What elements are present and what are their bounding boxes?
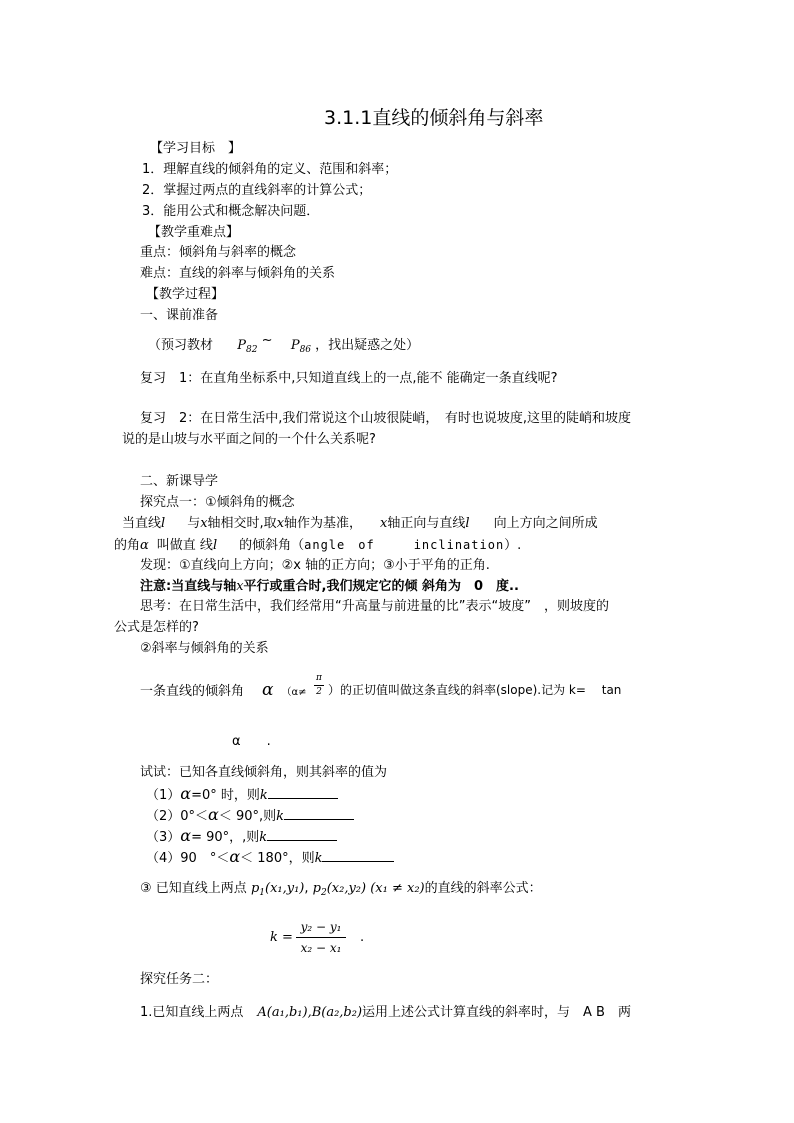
- slope-formula-k: k =: [270, 930, 293, 945]
- section-two-heading: 二、新课导学: [140, 474, 219, 489]
- try-item-3: （3）α= 90°，,则k: [146, 827, 337, 847]
- preview-text-a: （预习教材: [148, 338, 214, 353]
- try-item-2: （2）0°＜α＜ 90°,则k: [146, 806, 354, 826]
- explore-task-2: 探究任务二：: [140, 972, 219, 987]
- try-item-4: （4）90 °＜α＜ 180°，则k: [146, 848, 394, 868]
- slope-definition-rest: ）的正切值叫做这条直线的斜率(slope).记为 k= tan: [328, 683, 622, 697]
- point-p1: $p_1(x_1,y_1)$: [250, 881, 305, 898]
- page-title: 3.1.1直线的倾斜角与斜率: [324, 107, 544, 129]
- goals-heading: 【学习目标 】: [150, 141, 242, 156]
- explore-point-1: 探究点一：①倾斜角的概念: [140, 495, 295, 510]
- focus-text: 重点：倾斜角与斜率的概念: [140, 245, 297, 260]
- tilde: ~: [261, 333, 273, 348]
- point-condition: (x₁ ≠ x₂): [370, 881, 425, 896]
- think-line-2: 公式是怎样的?: [114, 620, 199, 635]
- slope-formula-fraction: y₂ − y₁ x₂ − x₁: [296, 918, 346, 957]
- try-heading: 试试：已知各直线倾斜角，则其斜率的值为: [140, 765, 388, 780]
- note-text: 注意:当直线与轴x平行或重合时,我们规定它的倾 斜角为 0 度..: [140, 579, 519, 594]
- point-p2: $p_2(x_2,y_2)$: [312, 881, 367, 898]
- question-1: 1.已知直线上两点 A(a₁,b₁),B(a₂,b₂)运用上述公式计算直线的斜率时，与 A B 两: [140, 1005, 631, 1020]
- preview-line: [148, 333, 420, 359]
- goal-item: 1．理解直线的倾斜角的定义、范围和斜率；: [142, 162, 398, 177]
- try-item-1: （1）α=0° 时，则k: [146, 785, 338, 805]
- key-points-heading: 【教学重难点】: [148, 225, 240, 240]
- formula-period: .: [360, 930, 365, 945]
- process-heading: 【教学过程】: [146, 287, 225, 302]
- slope-relation-heading: ②斜率与倾斜角的关系: [140, 641, 269, 656]
- slope-alpha: α .: [232, 734, 271, 749]
- goal-item: 3．能用公式和概念解决问题．: [142, 204, 320, 219]
- difficulty-text: 难点：直线的斜率与倾斜角的关系: [140, 266, 336, 281]
- review-1: 复习 1：在直角坐标系中,只知道直线上的一点,能不 能确定一条直线呢?: [140, 371, 558, 386]
- think-line-1: 思考：在日常生活中，我们经常用“升高量与前进量的比”表示“坡度” ，则坡度的: [140, 599, 609, 614]
- review-2-line-1: 复习 2：在日常生活中,我们常说这个山坡很陡峭， 有时也说坡度,这里的陡峭和坡度: [140, 411, 632, 426]
- definition-line-1: 当直线l 与x轴相交时,取x轴作为基准， x轴正向与直线l 向上方向之间所成: [122, 516, 598, 531]
- page-ref-end: $P_{86}$: [290, 338, 312, 355]
- slope-definition: 一条直线的倾斜角 α （α≠: [140, 680, 307, 700]
- answer-blank[interactable]: [284, 807, 354, 820]
- formula-intro: ③ 已知直线上两点 $p_1(x_1,y_1)$, $p_2(x_2,y_2) (x_1 \ne x_2)$的直线的斜率公式：: [140, 881, 542, 898]
- review-2-line-2: 说的是山坡与水平面之间的一个什么关系呢?: [122, 432, 376, 447]
- preview-text-b: ，找出疑惑之处）: [315, 338, 420, 353]
- answer-blank[interactable]: [267, 828, 337, 841]
- page-ref-start: $P_{82}$: [237, 338, 258, 355]
- definition-line-2: 的角α 叫做直 线l 的倾斜角（angle of inclination）.: [114, 538, 522, 553]
- answer-blank[interactable]: [322, 849, 394, 862]
- goal-item: 2．掌握过两点的直线斜率的计算公式；: [142, 183, 372, 198]
- answer-blank[interactable]: [268, 786, 338, 799]
- section-one-heading: 一、课前准备: [140, 308, 219, 323]
- pi-over-two-fraction: π 2: [314, 673, 324, 698]
- discover-text: 发现：①直线向上方向；②x 轴的正方向；③小于平角的正角.: [140, 558, 490, 573]
